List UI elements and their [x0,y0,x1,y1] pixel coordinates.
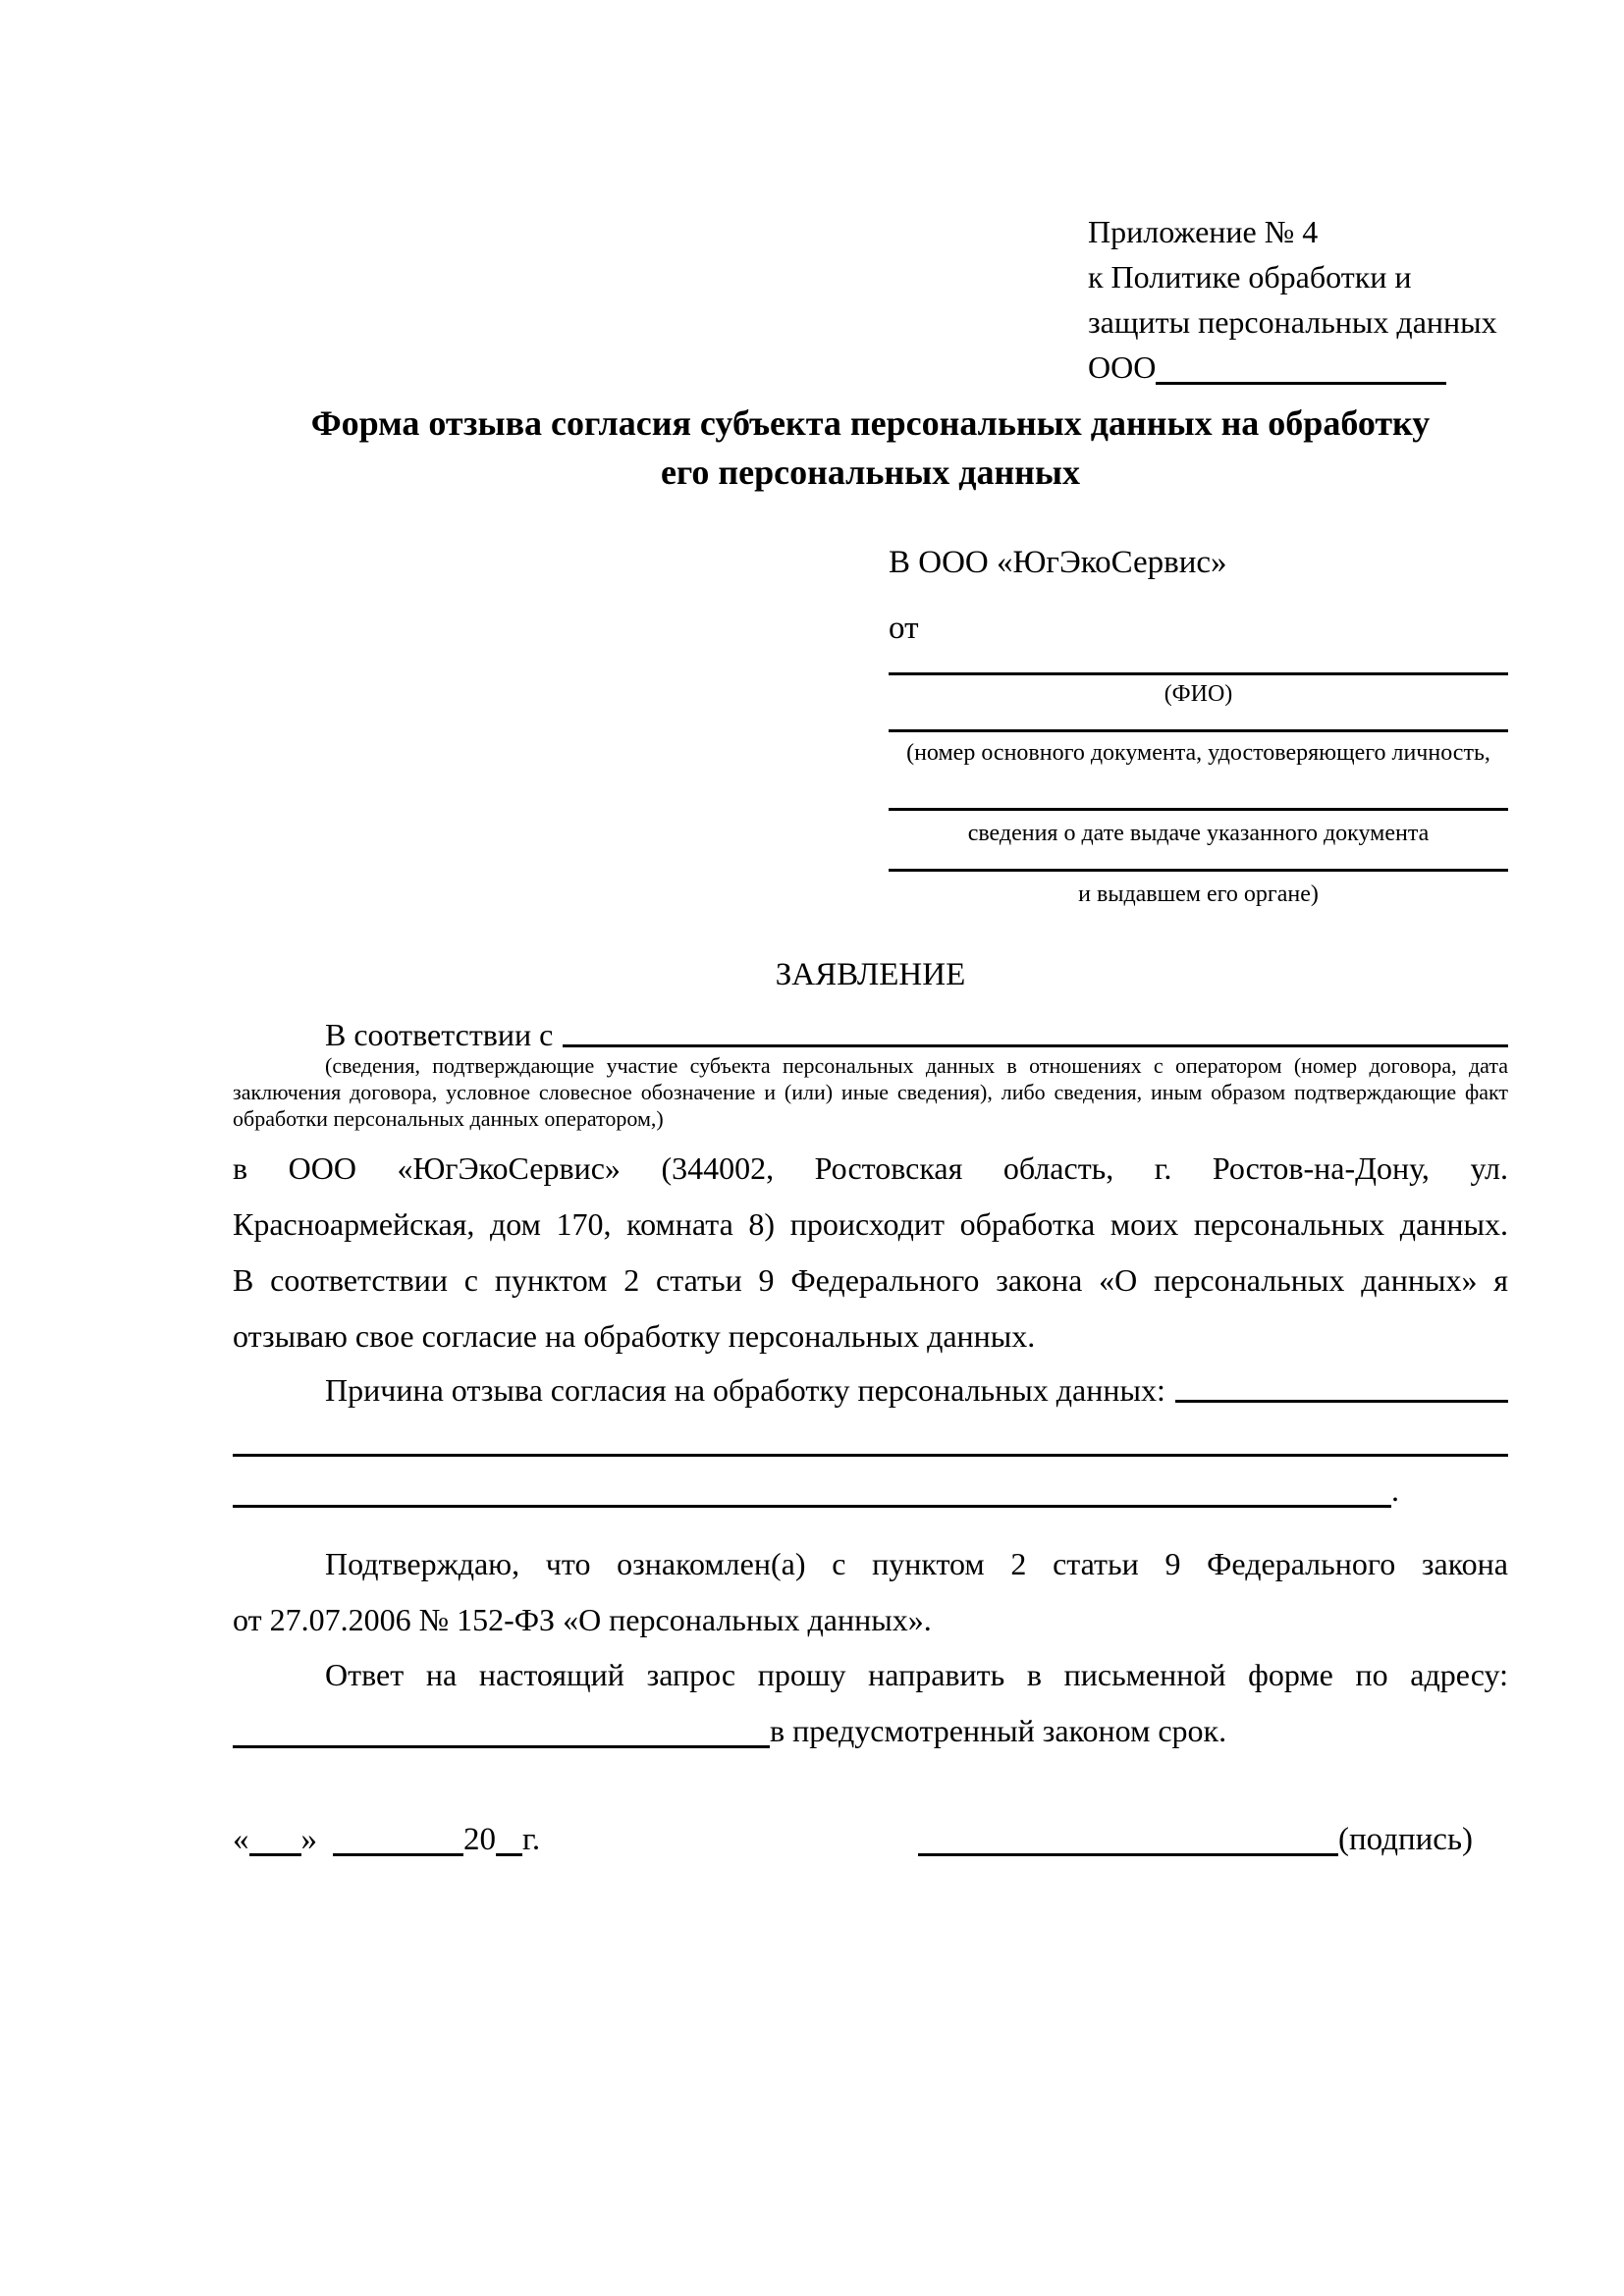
date-day-blank-line [249,1853,301,1856]
reason-text: Причина отзыва согласия на обработку персональных данных: [325,1372,1165,1408]
appendix-block [1088,209,1500,390]
fio-blank-line [889,672,1508,675]
footnote-line-1: (сведения, подтверждающие участие субъекта персональных данных в отношениях с оператором (номер договора, дата [325,1053,1508,1078]
issuing-authority-caption: и выдавшем его органе) [1078,881,1319,907]
org-name-blank-line [1156,382,1446,385]
date-quote-close: » [300,1822,317,1857]
body-line-1: в ООО «ЮгЭкоСервис» (344002, Ростовская область, г. Ростов-на-Дону, ул. [233,1150,1508,1186]
reply-line-2 [233,1703,1508,1759]
confirmation-paragraph [233,1536,1508,1648]
date-year-prefix: 20 [463,1822,496,1857]
appendix-line-3: защиты персональных данных [1088,304,1497,340]
reply-address-blank-line [233,1745,770,1748]
page-title [233,399,1508,497]
intro-text: В соответствии с [325,1017,554,1052]
title-line-1: Форма отзыва согласия субъекта персональных данных на обработку [310,403,1431,443]
confirm-line-1: Подтверждаю, что ознакомлен(а) с пунктом 2 статьи 9 Федерального закона [325,1546,1508,1581]
reply-line-2-text: в предусмотренный законом срок. [770,1713,1227,1748]
blank-line-2 [233,1505,1391,1508]
addressee-from-label: от [889,611,919,646]
title-line-2: его персональных данных [660,453,1081,492]
body-line-3: В соответствии с пунктом 2 статьи 9 Федерального закона «О персональных данных» я [233,1262,1508,1298]
fio-caption: (ФИО) [1164,681,1233,707]
footnote-line-3: обработки персональных данных оператором,) [233,1106,664,1131]
document-number-blank-line [889,729,1508,732]
reason-blank-line [1175,1400,1508,1403]
date-quote-open: « [233,1822,249,1857]
body-paragraph [233,1141,1508,1364]
blank-line-2-period: . [1391,1472,1399,1508]
date-year-blank-line [496,1853,522,1856]
document-date-blank-line [889,808,1508,811]
footnote-line-2: заключения договора, условное словесное обозначение и (или) иные сведения), либо сведения, иным образом подтверждающие факт [233,1080,1508,1104]
basis-blank-line [563,1044,1508,1047]
appendix-line-1: Приложение № 4 [1088,214,1319,249]
addressee-to: В ООО «ЮгЭкоСервис» [889,545,1227,580]
body-line-4: отзываю свое согласие на обработку персональных данных. [233,1318,1036,1354]
date-year-suffix: г. [522,1822,541,1857]
confirm-line-2: от 27.07.2006 № 152-ФЗ «О персональных данных». [233,1602,932,1637]
body-line-2: Красноармейская, дом 170, комната 8) происходит обработка моих персональных данных. [233,1206,1508,1242]
footnote-block [233,1052,1508,1132]
blank-line-1 [233,1454,1508,1457]
reason-row [233,1372,1508,1409]
date-month-blank-line [333,1853,463,1856]
org-prefix: ООО [1088,349,1157,385]
reply-line-1: Ответ на настоящий запрос прошу направить в письменной форме по адресу: [325,1657,1508,1692]
intro-row [233,1017,1508,1053]
signature-blank-line [918,1853,1338,1856]
reason-blank-row-1 [233,1421,1508,1458]
issuing-authority-blank-line [889,869,1508,872]
signature-caption: (подпись) [1338,1822,1473,1857]
signature-row [918,1822,1473,1858]
appendix-line-2: к Политике обработки и [1088,259,1412,294]
document-number-caption: (номер основного документа, удостоверяющего личность, [906,740,1490,766]
reason-blank-row-2 [233,1472,1508,1509]
statement-heading: ЗАЯВЛЕНИЕ [775,957,966,992]
date-row [233,1822,540,1858]
document-date-caption: сведения о дате выдаче указанного документа [967,821,1430,846]
appendix-org-line [1088,345,1500,390]
reply-paragraph [233,1647,1508,1759]
